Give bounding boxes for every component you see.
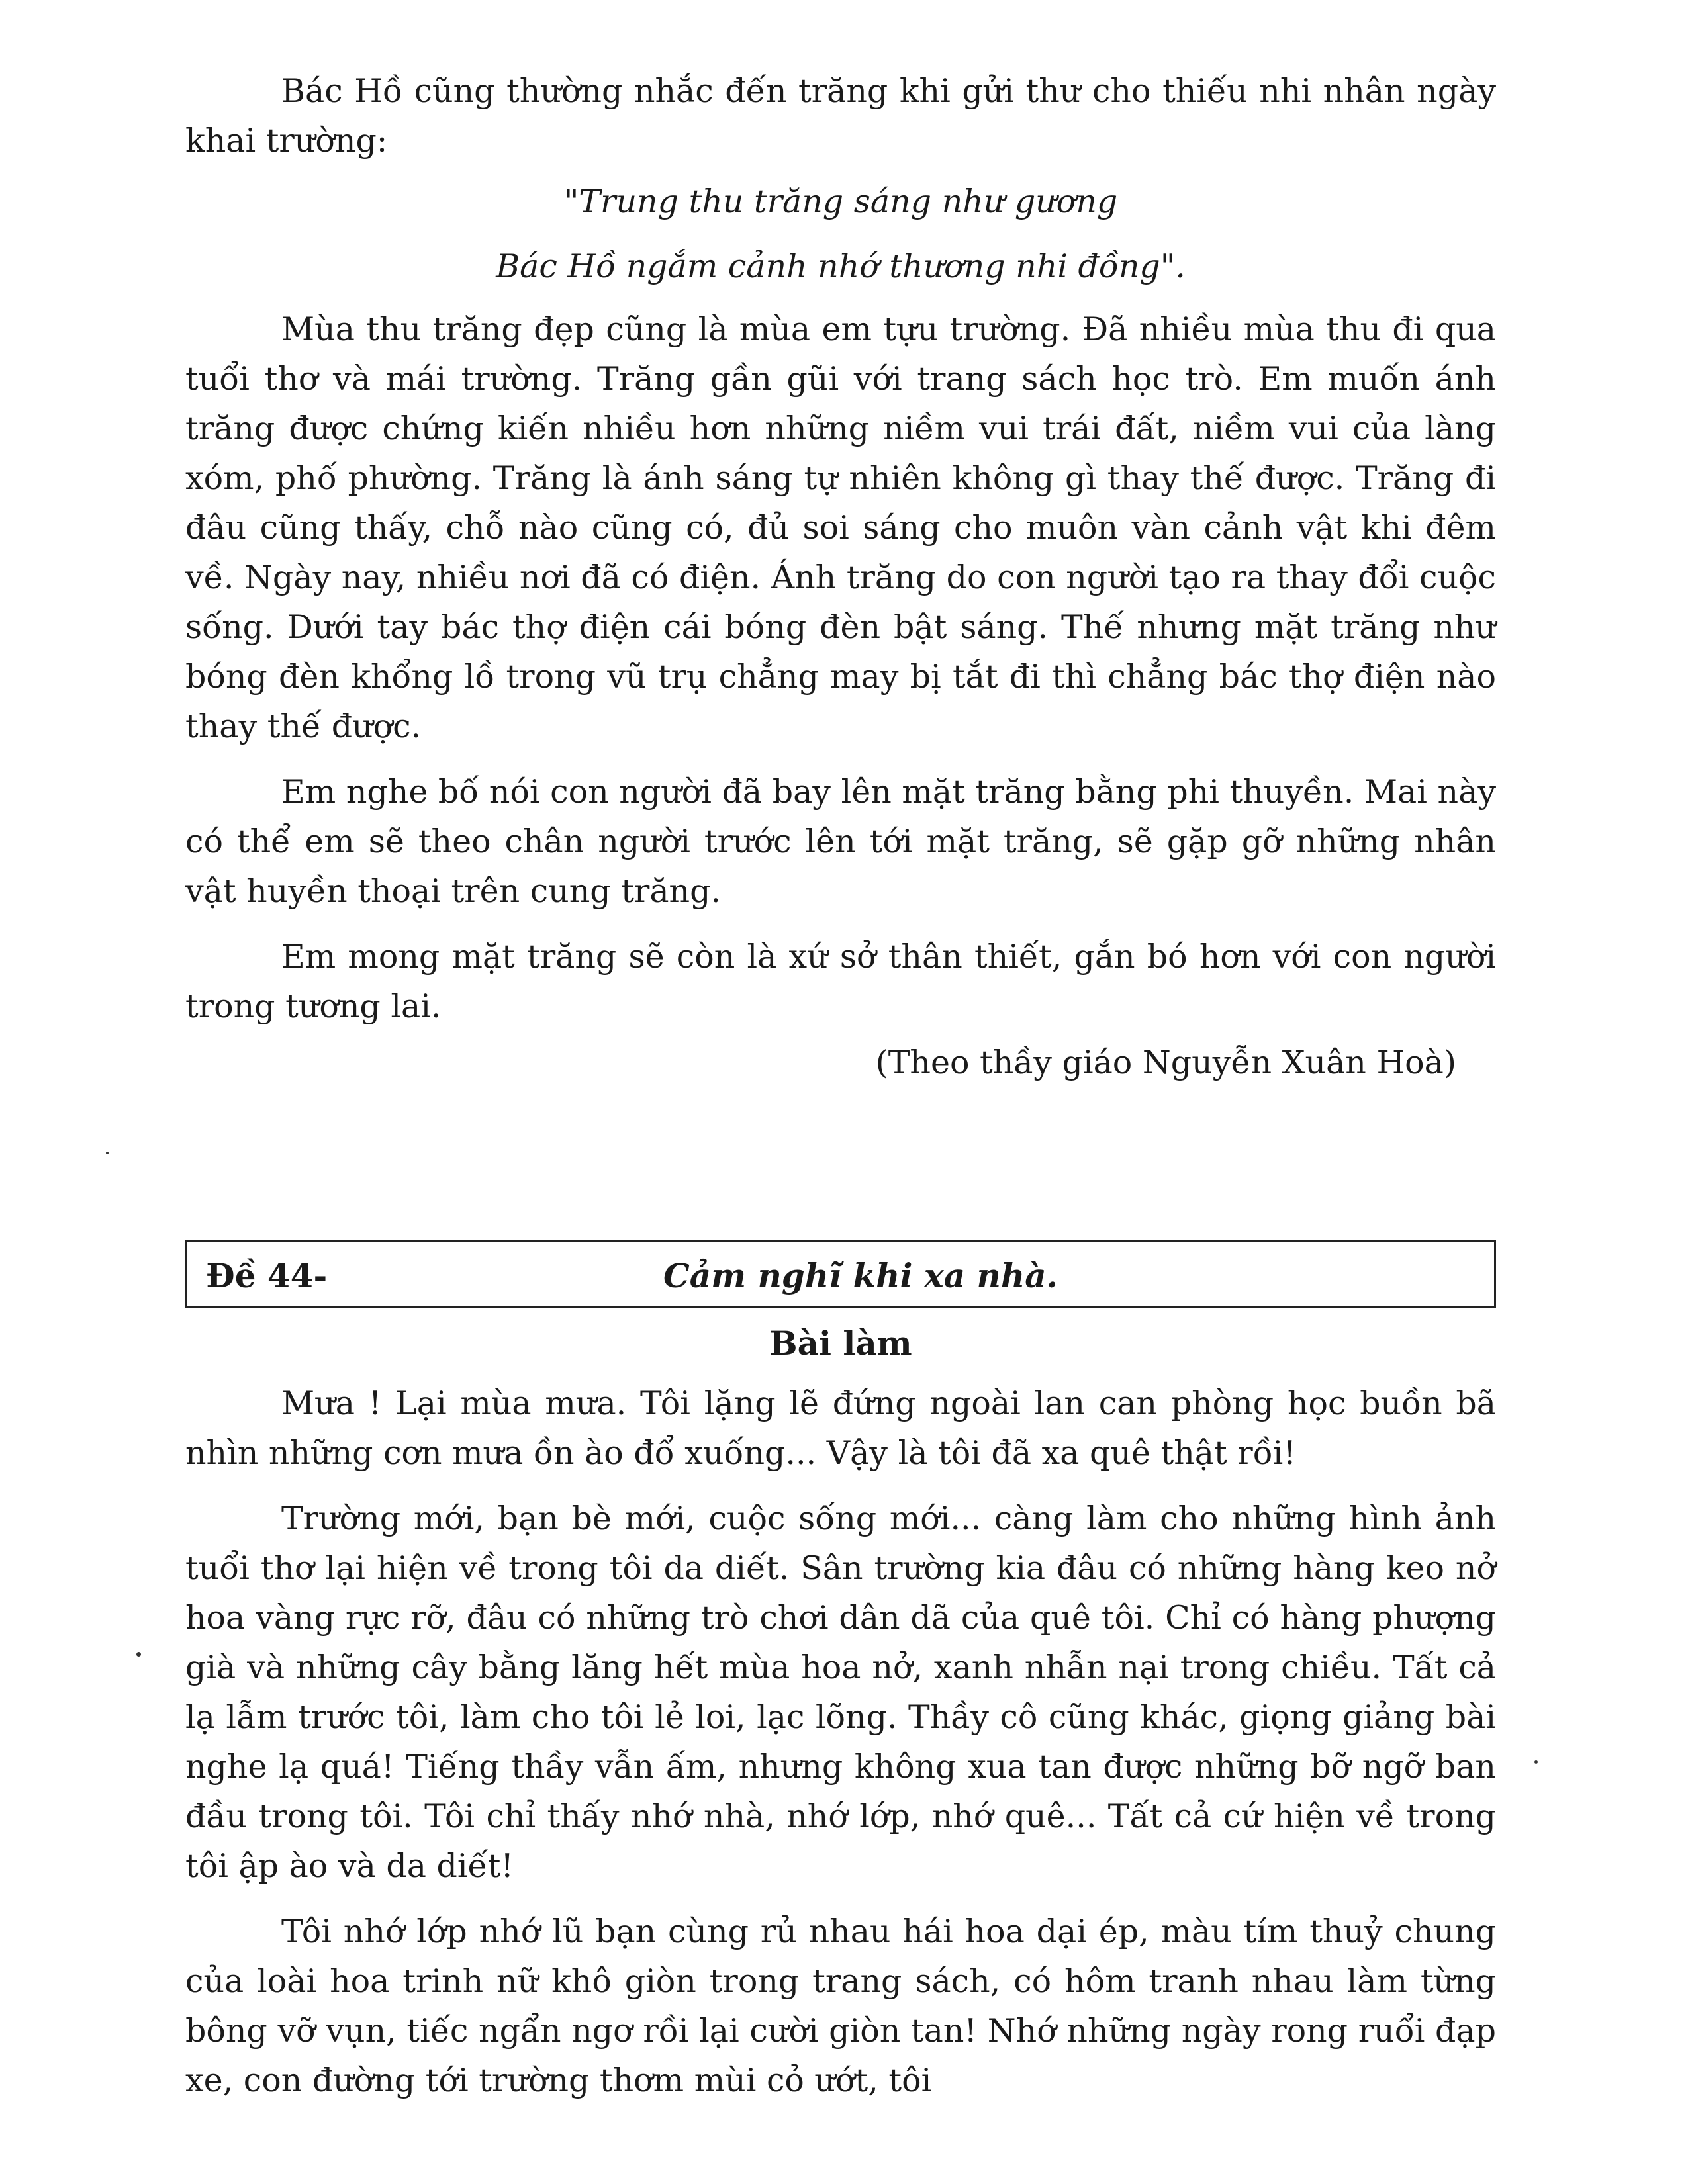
paragraph-autumn: Mùa thu trăng đẹp cũng là mùa em tựu trường. Đã nhiều mùa thu đi qua tuổi thơ và mái trường. Trăng gần gũi với trang sách học trò. Em muốn ánh trăng được chứng kiến nhiều hơn những niềm vui trái đất, niềm vui của làng xóm, phố phường. Trăng là ánh sáng tự nhiên không gì thay thế được. Trăng đi đâu cũng thấy, chỗ nào cũng có, đủ soi sáng cho muôn vàn cảnh vật khi đêm về. Ngày nay, nhiều nơi đã có điện. Ánh trăng do con người tạo ra thay đổi cuộc sống. Dưới tay bác thợ điện cái bóng đèn bật sáng. Thế nhưng mặt trăng như bóng đèn khổng lồ trong vũ trụ chẳng may bị tắt đi thì chẳng bác thợ điện nào thay thế được. [185, 310, 1496, 745]
topic-label: Đề 44- [206, 1256, 328, 1295]
topic-title: Cảm nghĩ khi xa nhà. [663, 1256, 1058, 1295]
scan-speck [1534, 1760, 1538, 1764]
essay-heading: Bài làm [769, 1324, 912, 1363]
paragraph-memory: Tôi nhớ lớp nhớ lũ bạn cùng rủ nhau hái hoa dại ép, màu tím thuỷ chung của loài hoa trinh nữ khô giòn trong trang sách, có hôm tranh nhau làm từng bông vỡ vụn, tiếc ngẩn ngơ rồi lại cười giòn tan! Nhớ những ngày rong ruổi đạp xe, con đường tới trường thơm mùi cỏ ướt, tôi [185, 1913, 1496, 2099]
poem-line-2: Bác Hồ ngắm cảnh nhớ thương nhi đồng". [496, 248, 1186, 285]
paragraph-rain: Mưa ! Lại mùa mưa. Tôi lặng lẽ đứng ngoài lan can phòng học buồn bã nhìn những cơn mưa ồn ào đổ xuống... Vậy là tôi đã xa quê thật rồi! [185, 1385, 1496, 1472]
document-page [185, 66, 1496, 2105]
scan-speck [136, 1652, 141, 1657]
poem-quote [185, 169, 1496, 299]
scan-speck [106, 1152, 109, 1154]
paragraph-hope: Em mong mặt trăng sẽ còn là xứ sở thân thiết, gắn bó hơn với con người trong tương lai. [185, 938, 1496, 1025]
source-citation: (Theo thầy giáo Nguyễn Xuân Hoà) [875, 1044, 1456, 1081]
paragraph-spaceship: Em nghe bố nói con người đã bay lên mặt trăng bằng phi thuyền. Mai này có thể em sẽ theo chân người trước lên tới mặt trăng, sẽ gặp gỡ những nhân vật huyền thoại trên cung trăng. [185, 773, 1496, 910]
paragraph-school: Trường mới, bạn bè mới, cuộc sống mới... càng làm cho những hình ảnh tuổi thơ lại hiện về trong tôi da diết. Sân trường kia đâu có những hàng keo nở hoa vàng rực rỡ, đâu có những trò chơi dân dã của quê tôi. Chỉ có hàng phượng già và những cây bằng lăng hết mùa hoa nở, xanh nhẫn nại trong chiều. Tất cả lạ lẫm trước tôi, làm cho tôi lẻ loi, lạc lõng. Thầy cô cũng khác, giọng giảng bài nghe lạ quá! Tiếng thầy vẫn ấm, nhưng không xua tan được những bỡ ngỡ ban đầu trong tôi. Tôi chỉ thấy nhớ nhà, nhớ lớp, nhớ quê... Tất cả cứ hiện về trong tôi ập ào và da diết! [185, 1500, 1496, 1885]
poem-line-1: "Trung thu trăng sáng như gương [563, 183, 1118, 220]
paragraph-intro: Bác Hồ cũng thường nhắc đến trăng khi gửi thư cho thiếu nhi nhân ngày khai trường: [185, 72, 1496, 159]
topic-box [185, 1240, 1496, 1308]
